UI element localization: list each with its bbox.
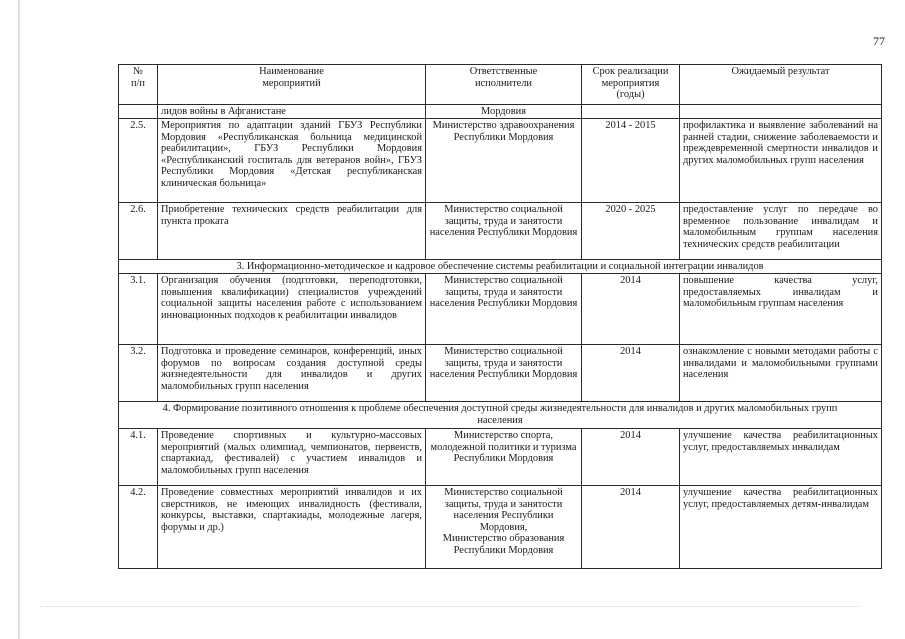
row-term: 2014 [582,429,680,486]
header-term: Срок реализации мероприятия (годы) [582,65,680,105]
row-term: 2020 - 2025 [582,203,680,260]
table-row [119,105,882,119]
row-name: Проведение спортивных и культурно-массовых мероприятий (малых олимпиад, чемпионатов, первенств, спартакиад, фестивалей) с участием инвалидов и маломобильных групп населения [158,429,426,486]
row-name: Организация обучения (подготовки, переподготовки, повышения квалификации) специалистов учреждений социальной защиты населения работе с использованием инновационных подходов к реабилитации инвалидов [158,274,426,345]
header-num: № п/п [119,65,158,105]
row-responsible: Министерство социальной защиты, труда и занятости населения Республики Мордовия [426,203,582,260]
section-4-title: 4. Формирование позитивного отношения к проблеме обеспечения доступной среды жизнедеятельности для инвалидов и других маломобильных групп населения [119,402,882,429]
row-result: улучшение качества реабилитационных услуг, предоставляемых детям-инвалидам [680,486,882,569]
page-number: 77 [873,34,885,48]
row-result: улучшение качества реабилитационных услуг, предоставляемых инвалидам [680,429,882,486]
row-result [680,105,882,119]
scan-dotted-line [40,606,860,609]
row-responsible: Министерство социальной защиты, труда и занятости населения Республики Мордовия [426,274,582,345]
row-term: 2014 - 2015 [582,119,680,203]
header-name: Наименование мероприятий [158,65,426,105]
row-num: 4.2. [119,486,158,569]
row-result: ознакомление с новыми методами работы с инвалидами и маломобильными группами населения [680,345,882,402]
table-row [119,486,882,569]
table-header-row [119,65,882,105]
section-header [119,260,882,274]
row-name: лидов войны в Афганистане [158,105,426,119]
row-num: 4.1. [119,429,158,486]
section-3-title: 3. Информационно-методическое и кадровое обеспечение системы реабилитации и социальной интеграции инвалидов [119,260,882,274]
row-name: Приобретение технических средств реабилитации для пункта проката [158,203,426,260]
header-responsible: Ответственные исполнители [426,65,582,105]
row-result: предоставление услуг по передаче во временное пользование инвалидам и маломобильным группам населения технических средств реабилитации [680,203,882,260]
table-row [119,274,882,345]
scan-edge-shadow [18,0,21,639]
measures-table [118,64,882,569]
table-row [119,203,882,260]
table-row [119,429,882,486]
row-num: 3.1. [119,274,158,345]
row-result: профилактика и выявление заболеваний на ранней стадии, снижение заболеваемости и преждевременной смертности инвалидов и других маломобильных групп населения [680,119,882,203]
section-header [119,402,882,429]
table-row [119,119,882,203]
row-num: 3.2. [119,345,158,402]
row-num [119,105,158,119]
row-responsible: Мордовия [426,105,582,119]
row-responsible: Министерство социальной защиты, труда и занятости населения Республики Мордовия, Министерство образования Республики Мордовия [426,486,582,569]
row-term: 2014 [582,345,680,402]
table-row [119,345,882,402]
header-result: Ожидаемый результат [680,65,882,105]
row-term: 2014 [582,274,680,345]
row-result: повышение качества услуг, предоставляемых инвалидам и маломобильным группам населения [680,274,882,345]
row-name: Проведение совместных мероприятий инвалидов и их сверстников, не имеющих инвалидность (фестивали, конкурсы, выставки, спартакиады, молодежные лагеря, форумы и др.) [158,486,426,569]
row-name: Мероприятия по адаптации зданий ГБУЗ Республики Мордовия «Республиканская больница медицинской реабилитации», ГБУЗ Республики Мордовия «Республиканский госпиталь для ветеранов войн», ГБУЗ Республики Мордовия «Детская республиканская клиническая больница» [158,119,426,203]
row-num: 2.5. [119,119,158,203]
row-responsible: Министерство здравоохранения Республики Мордовия [426,119,582,203]
row-responsible: Министерство социальной защиты, труда и занятости населения Республики Мордовия [426,345,582,402]
row-name: Подготовка и проведение семинаров, конференций, иных форумов по вопросам создания доступной среды жизнедеятельности для инвалидов и других маломобильных групп населения [158,345,426,402]
row-term [582,105,680,119]
row-term: 2014 [582,486,680,569]
row-num: 2.6. [119,203,158,260]
row-responsible: Министерство спорта, молодежной политики и туризма Республики Мордовия [426,429,582,486]
